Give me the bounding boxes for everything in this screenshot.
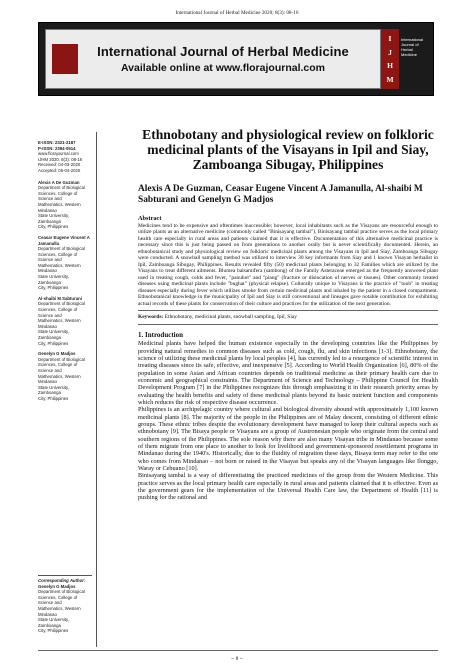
article-title: Ethnobotany and physiological review on folkloric medicinal plants of the Visayans in Ipil and Siay, Zamboanga Sibugay, Philippines — [142, 127, 434, 172]
affiliation-line: Sciences, College of Science and — [38, 362, 78, 373]
logo-letter-i: I — [388, 33, 392, 43]
article-authors: Alexis A De Guzman, Ceasar Eugene Vincent A Jamanulla, Al-shaibi M Sabturani and Genelyn G Madjos — [138, 184, 423, 206]
logo-letter-m: M — [386, 75, 394, 85]
affiliation-line: State University, Zamboanga — [38, 274, 69, 285]
pissn: P-ISSN: 2394-0514 — [38, 145, 76, 151]
affiliation-line: Mathematics, Western Mindanao — [38, 318, 81, 329]
keywords-text: Ethnobotany, medicinal plants, snowball sampling, Ipil, Siay — [164, 314, 297, 321]
sidebar-website: www.florajournal.com — [38, 151, 79, 157]
affiliation-line: Mathematics, Western Mindanao — [38, 373, 81, 385]
journal-name: International Journal of Herbal Medicine — [97, 44, 349, 59]
logo-letter-j: J — [388, 47, 392, 57]
affiliation-line: Sciences, College of Science and — [38, 190, 78, 202]
journal-banner — [38, 22, 434, 96]
corresponding-name: Genelyn G Madjos — [38, 583, 76, 589]
intro-paragraph-3: Binisayang tambal is a way of differentiating the practiced medicines of the group from the Western Medicine. This practice serves as the local primary health care especially in rural areas and patients claimed that it is effective. Even as the government gears for the implementation of the Universal Health Care law, the Department of Health [11] is pushing for the rational and — [138, 472, 438, 502]
corresponding-author-block — [38, 578, 92, 634]
affiliation-line: Sciences, College of Science and — [38, 307, 78, 318]
journal-logo — [381, 29, 399, 89]
keywords-divider-top — [138, 310, 438, 311]
keywords-label: Keywords: — [138, 314, 164, 321]
affiliation-line: Mathematics, Western Mindanao — [38, 201, 81, 213]
affiliation-line: Department of Biological — [38, 301, 85, 307]
accepted-date: Accepted: 06-04-2020 — [38, 167, 81, 173]
affiliation-line: City, Philippines — [38, 224, 69, 230]
affiliation-line: State University, Zamboanga — [38, 384, 69, 396]
intro-paragraph-1: Medicinal plants have helped the human existence especially in the developing countries like the Philippines by providing natural remedies to common diseases such as cold, cough, flu, and skin infections [1-3]. Ethnobotany, the science of utilizing these medicinal plants by local peoples [4], has currently led to a resurgence of scientific interest in treating diseases since its safe, effective, and inexpensive [5]. According to World Health Organization [6], 80% of the population in some Asian and African countries depends on traditional medicine as their primary health care due to economic and geographical constraints. The Department of Science and Technology – Philippine Council for Health Development Program [7] in the Philippines recognizes this through emphasizing it in their research priority areas by evaluating the health benefits and safety of these medicinal plants beyond its basic nutrient function and components which reduces the risk of respective disease occurrence. — [138, 340, 438, 406]
corresponding-line: State University, Zamboanga — [38, 617, 69, 628]
affiliation-1 — [38, 180, 92, 230]
eissn: E-ISSN: 2321-2187 — [38, 140, 76, 145]
affiliation-4 — [38, 351, 92, 401]
affiliation-line: City, Philippines — [38, 395, 69, 401]
logo-letter-h: H — [387, 61, 393, 71]
affiliation-name: Ceasar Eugene Vincent A — [38, 234, 90, 240]
corresponding-line: Mathematics, Western Mindanao — [38, 605, 81, 617]
affiliation-line: Sciences, College of Science and — [38, 251, 78, 263]
journal-citation-line: International Journal of Herbal Medicine 2020; 8(3): 08-16 — [175, 10, 299, 16]
footer-rule — [38, 650, 438, 651]
affiliation-name: Genelyn G Madjos — [38, 351, 76, 357]
affiliation-line: City, Philippines — [38, 340, 69, 346]
affiliation-line: State University, Zamboanga — [38, 329, 69, 340]
affiliation-line: State University, Zamboanga — [38, 213, 69, 224]
keywords-divider-bottom — [138, 324, 438, 325]
received-date: Received: 04-03-2020 — [38, 162, 81, 168]
affiliation-name: Al-shaibi M Sabturani — [38, 295, 82, 301]
affiliation-2 — [38, 235, 92, 291]
logo-caption: International Journal of Herbal Medicine — [401, 37, 424, 57]
ijhm-citation: IJHM 2020; 8(3): 08-16 — [38, 156, 83, 162]
intro-paragraph-2: Philippines is an archipelagic country where cultural and biological diversity abound with approximately 1,100 known medicinal plants [8]. The majority of the people in the Philippines are of Malay descent, consisting of different ethnic groups. These ethnic tribes despite the evolutionary development have managed to keep their cultural aspects such as ethnobotany [9]. The Bisaya people or Visayans are a group of Austronesian people who originate from the central and southern regions of the Philippines. The sole reason why there are also many Visayan tribe in Mindanao because some of them migrate from one place to another to look for livelihood and government-sponsored resettlement programs in Mindanao during the 1940's. Historically, due to the fluidity of migration these days, Bisaya term may refer to the one who comes from Mindanao – not born or raised in the Visayas but speaks any of the Visayan languages like Ilonggo, Waray or Cebuano [10]. — [138, 406, 438, 473]
sidebar-metadata — [38, 140, 92, 407]
corresponding-label: Corresponding Author: — [38, 578, 86, 583]
corresponding-line: Department of Biological — [38, 589, 85, 595]
affiliation-name-cont: Jamanulla — [38, 240, 60, 246]
journal-website: Available online at www.florajournal.com — [120, 62, 325, 74]
column-divider — [96, 132, 97, 647]
abstract-text: Medicines tend to be expensive and oftentimes inaccessible; however, local inhabitants such as the Visayans are resourceful enough to utilize plants as an alternative medicine (commonly called "Binisayang tambal"). Binisayang tambal practice serves as the local primary health care especially in rural areas and patients claimed that it is effective. Documentation of this alternative medicinal practice is necessary since this is just being passed on from generations to another orally but is never scientifically documented. Herein, an ethnobotanical study and physiological review on folkloric medicinal plants among the Visayans in Ipil and Siay, Zamboanga Sibugay were conducted. A snowball sampling method was utilized to interview 30 key informants from Siay and 1 known Visayan herbalist in Ipil, Zamboanga Sibugay, Philippines. Results revealed fifty (50) medicinal plants belonging to 32 Families which are utilized by the Visayans to treat different ailments. Blumea balsamifera (sambong) of the Family Asteraceae emerged as the frequently answered plant used in treating cough, colds and fever, "panuhot" and "piang" (fracture or dislocation of nerves or tissues). Other commonly treated diseases using medicinal plants include "bughat" (physical relapse). Culturally unique to Visayans is the practice of "tuob" in treating diseases especially during fever which utilizes smoke from certain medicinal plants and inhaled by the patient in a closed compartment. Ethnobotanical knowledge in the municipality of Ipil and Siay is still conventional and lineages gave notable contribution for exhibiting actual records of these plants for conservation of their culture and practices for the utilization of the next generation. — [138, 222, 438, 307]
banner-title-panel — [45, 29, 381, 89]
page-number: ~ 8 ~ — [231, 656, 243, 662]
introduction-heading: 1. Introduction — [138, 331, 183, 340]
affiliation-3 — [38, 296, 92, 346]
affiliation-line: Department of Biological — [38, 185, 85, 191]
affiliation-line: Mathematics, Western Mindanao — [38, 262, 81, 274]
journal-cover-thumbnail — [52, 44, 78, 74]
affiliation-name: Alexis A De Guzman — [38, 179, 80, 185]
keywords — [138, 314, 438, 321]
article-main — [138, 128, 438, 502]
affiliation-line: Department of Biological — [38, 356, 85, 362]
affiliation-line: Department of Biological — [38, 246, 85, 252]
affiliation-line: City, Philippines — [38, 285, 69, 291]
corresponding-line: Sciences, College of Science and — [38, 594, 78, 606]
abstract-heading: Abstract — [138, 214, 162, 222]
sidebar-divider — [38, 575, 92, 576]
corresponding-line: City, Philippines — [38, 628, 69, 634]
